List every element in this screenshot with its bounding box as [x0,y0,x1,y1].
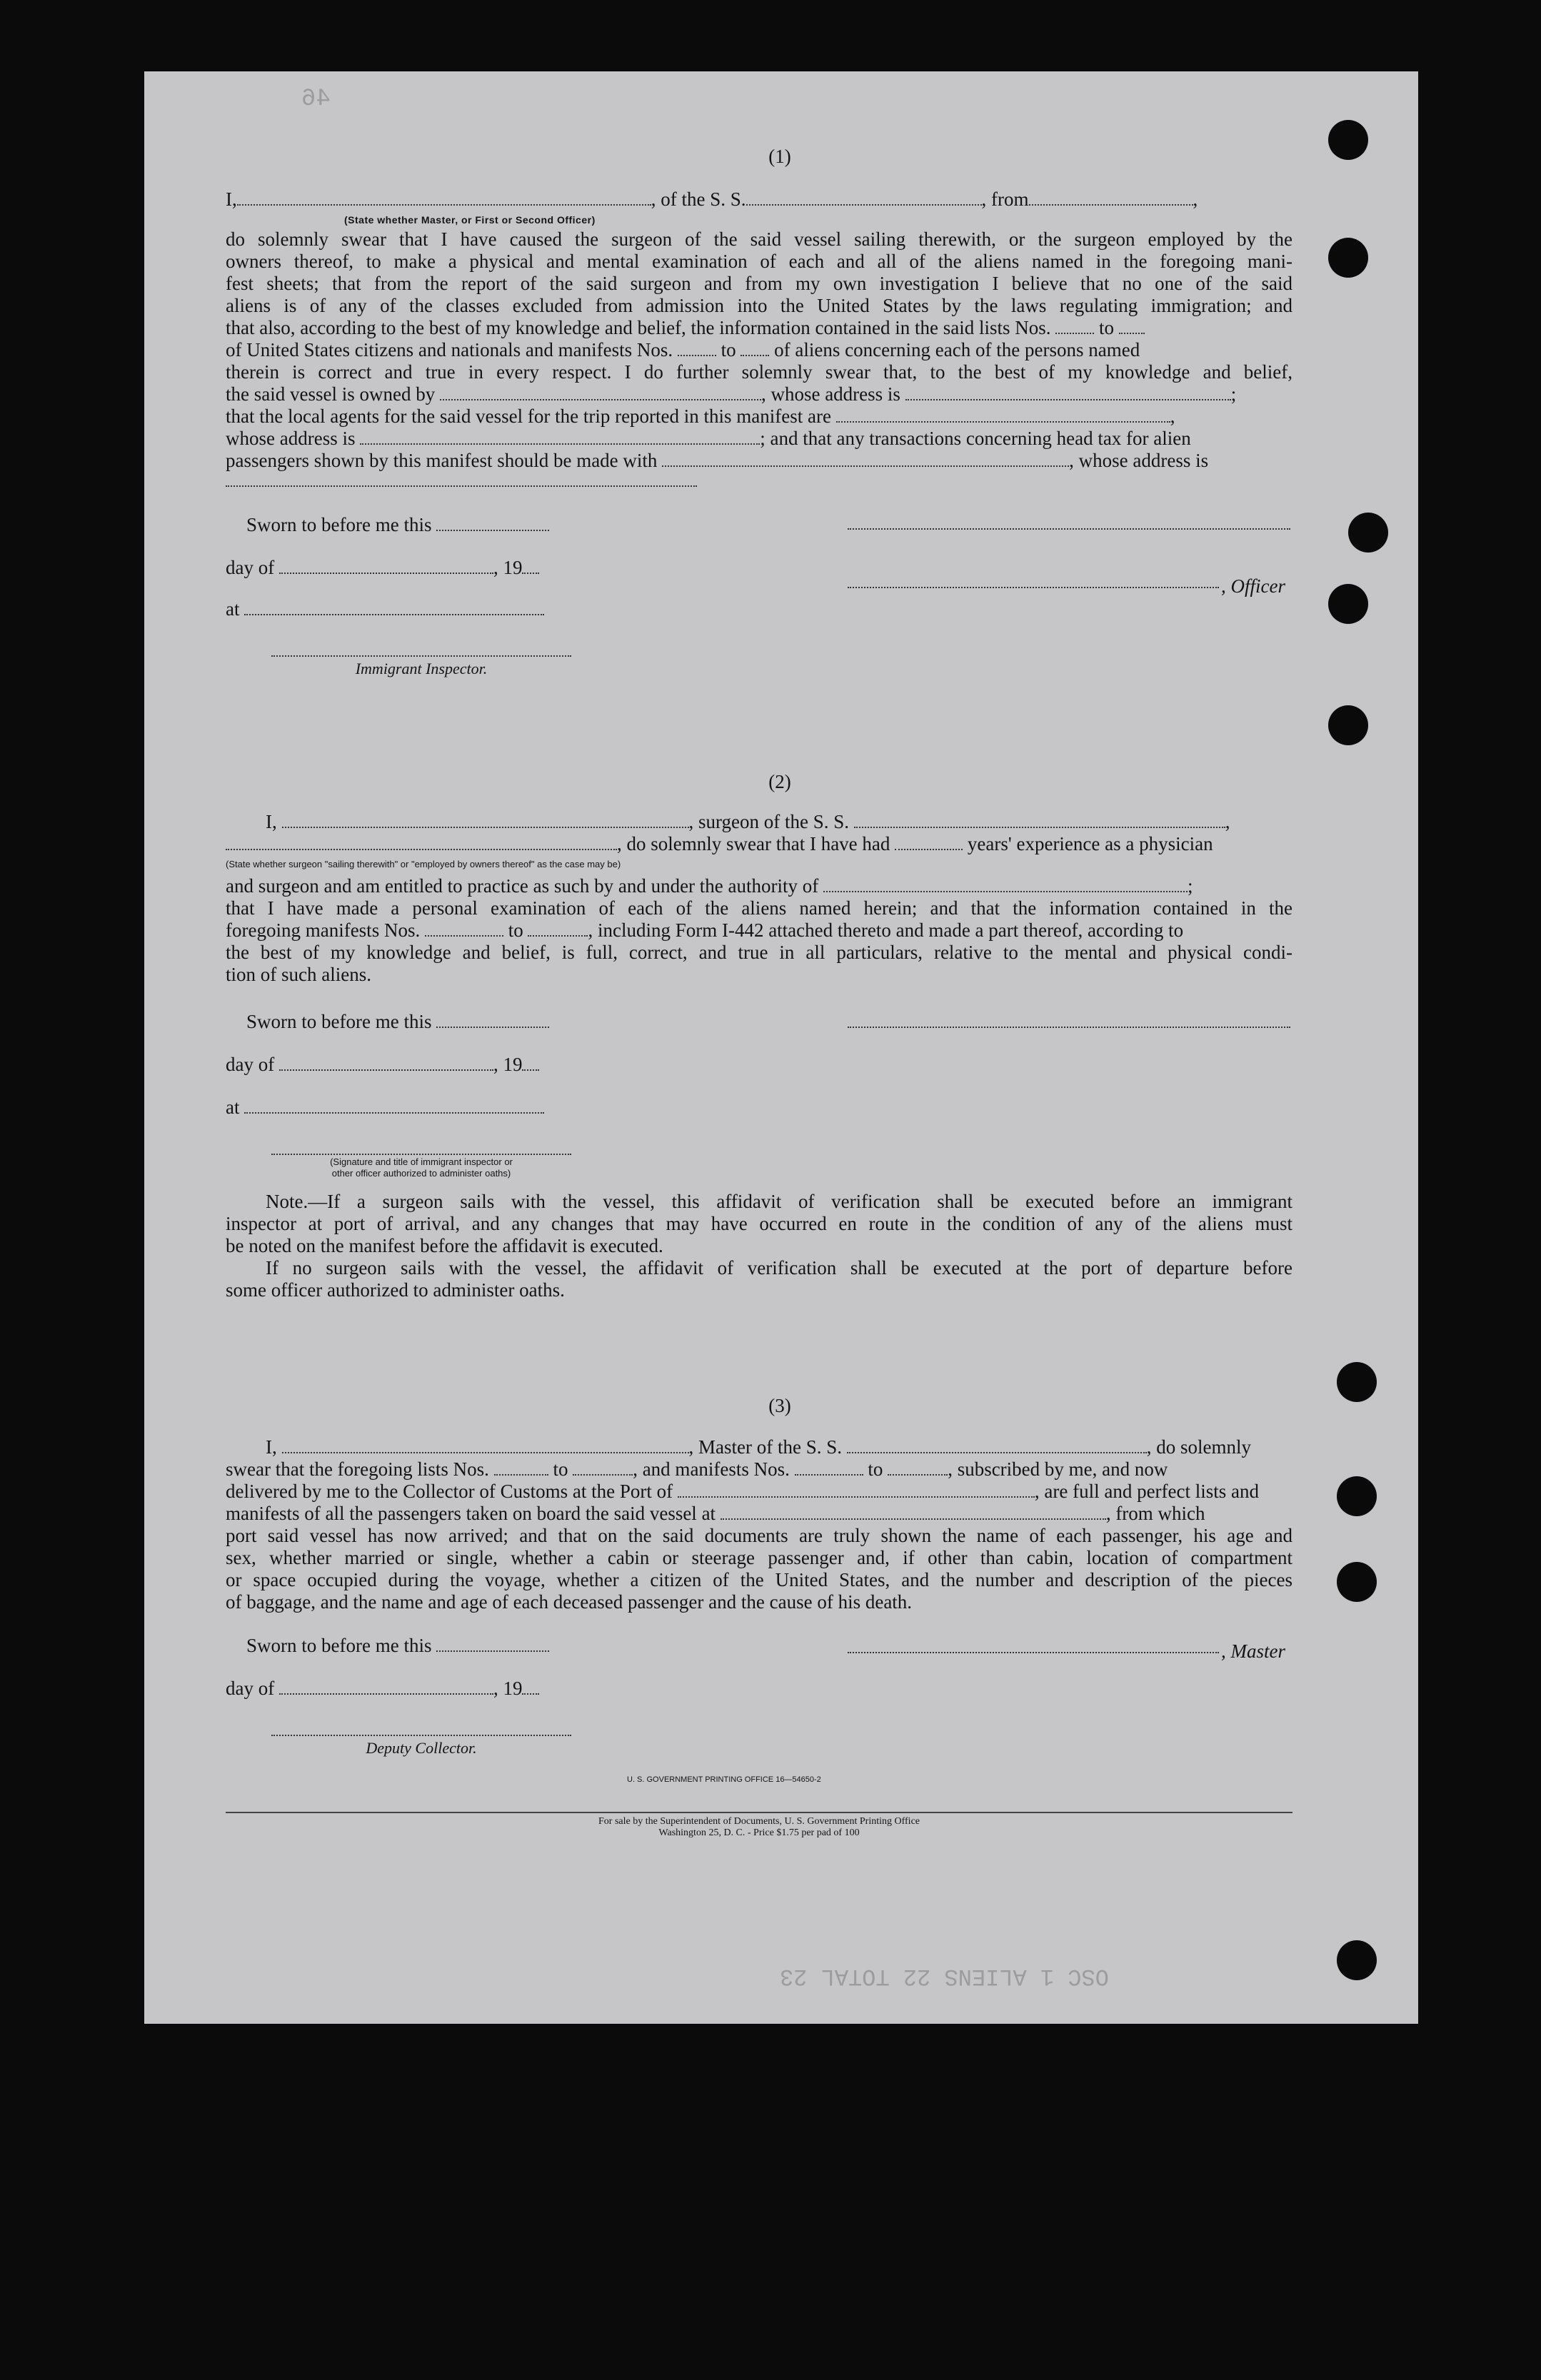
s1-headtax-text: ; and that any transactions concerning head tax for alien [760,428,1191,449]
s1-officer-caption: (State whether Master, or First or Second Officer) [344,214,596,226]
s2-day-text: day of [226,1054,275,1075]
s1-at-text: at [226,598,240,620]
s1-para-line-6 [226,339,1140,360]
s2-para-line-3 [226,919,1183,941]
s3-lists-to: to [553,1458,568,1480]
s2-note-line-1: Note.—If a surgeon sails with the vessel, this affidavit of verification shall be executed before an immigrant [266,1191,1292,1212]
bleed-through-number: 46 [301,86,331,113]
s3-manifests-text: , and manifests Nos. [633,1458,790,1480]
s3-para-line-4: port said vessel has now arrived; and that on the said documents are truly shown the name of each passenger, his age and [226,1525,1292,1546]
s1-agents-address-field[interactable] [360,428,760,445]
binder-hole [1328,238,1368,278]
s1-lists-from-field[interactable] [1055,317,1094,334]
s2-years-field[interactable] [895,833,963,850]
s2-manifests-text: foregoing manifests Nos. [226,919,421,941]
s1-para-line-1: do solemnly swear that I have caused the surgeon of the said vessel sailing therewith, or the surgeon employed by the [226,228,1292,250]
s1-officer-field[interactable] [237,188,651,206]
s3-day-text: day of [226,1678,275,1699]
s2-year-field[interactable] [522,1054,539,1071]
s1-officer-label: , Officer [1221,575,1285,597]
s3-lists-from-field[interactable] [494,1458,548,1476]
s1-para-line-9 [226,405,1175,427]
s3-lists-text: swear that the foregoing lists Nos. [226,1458,489,1480]
binder-hole [1348,513,1388,553]
s1-manifests-to-field[interactable] [741,339,769,356]
s3-para-line-5: sex, whether married or single, whether a cabin or steerage passenger and, if other than cabin, location of compartment [226,1547,1292,1568]
s1-owner-field[interactable] [440,383,761,400]
s2-years-experience: years' experience as a physician [967,833,1213,854]
s3-taken-on-board: manifests of all the passengers taken on board the said vessel at [226,1503,716,1524]
s1-line-1 [226,188,1198,210]
s1-para-line-5 [226,317,1145,338]
s1-year-text: , 19 [493,557,523,578]
s1-semicolon: ; [1230,383,1237,405]
s3-vessel-field[interactable] [847,1436,1147,1453]
s1-lists-to: to [1098,317,1114,338]
s1-lists-to-field[interactable] [1119,317,1145,334]
s3-year-field[interactable] [522,1678,539,1695]
s1-vessel-field[interactable] [746,188,982,206]
s3-day [226,1678,539,1699]
s3-subscribed-text: , subscribed by me, and now [948,1458,1168,1480]
binder-hole [1337,1362,1377,1402]
section-1-heading: (1) [768,146,791,167]
s2-note-line-5: some officer authorized to administer oaths. [226,1279,565,1301]
s3-lists-to-field[interactable] [573,1458,633,1476]
s1-para-line-3: fest sheets; that from the report of the said surgeon and from my own investigation I believe that no one of the said [226,273,1292,294]
s3-l1-i: I, [266,1436,277,1458]
s3-para-line-7: of baggage, and the name and age of each deceased passenger and the cause of his death. [226,1591,913,1613]
s2-sworn-field[interactable] [436,1011,549,1028]
binder-hole [1337,1562,1377,1602]
footer-rule [226,1812,1292,1813]
s2-form-i442-text: , including Form I-442 attached thereto and made a part thereof, according to [588,919,1184,941]
s2-day [226,1054,539,1075]
s2-l1-i: I, [266,811,277,832]
s3-sworn-text: Sworn to before me this [246,1635,432,1656]
s1-para-line-4: aliens is of any of the classes excluded from admission into the United States by the laws regulating immigration; and [226,295,1292,316]
s1-whose-address: , whose address is [761,383,900,405]
s2-sworn-text: Sworn to before me this [246,1011,432,1032]
s1-para-line-8 [226,383,1236,405]
s2-manifests-from-field[interactable] [425,919,503,937]
s2-at [226,1096,544,1118]
binder-hole [1328,705,1368,745]
s1-officer-signature-line[interactable] [848,528,1290,530]
s2-surgeon-of-ss: , surgeon of the S. S. [688,811,850,832]
sale-notice-2: Washington 25, D. C. - Price $1.75 per pad of 100 [658,1827,860,1838]
s1-agents-address: whose address is [226,428,356,449]
s3-manifests-to-field[interactable] [888,1458,948,1476]
s2-inspector-signature-line[interactable] [271,1154,571,1155]
s1-at [226,598,544,620]
s1-sworn [246,514,549,535]
s1-year-field[interactable] [522,557,539,574]
s1-l1-of-ss: , of the S. S. [651,188,746,210]
s1-passengers-text: passengers shown by this manifest should be made with [226,450,658,471]
s3-full-lists-text: , are full and perfect lists and [1034,1481,1260,1502]
binder-hole [1328,120,1368,160]
s1-officer-name-line[interactable] [848,587,1219,588]
s1-para-line-11 [226,450,1208,471]
s3-para-line-2 [226,1481,1259,1502]
s2-line-1 [266,811,1230,832]
sale-notice-1: For sale by the Superintendent of Documents, U. S. Government Printing Office [598,1816,920,1827]
s3-port-field[interactable] [678,1481,1035,1498]
s1-agents-text: that the local agents for the said vessel for the trip reported in this manifest are [226,405,831,427]
s2-sworn [246,1011,549,1032]
s1-sworn-text: Sworn to before me this [246,514,432,535]
s2-para-line-1 [226,875,1193,897]
s2-authority-text: and surgeon and am entitled to practice as such by and under the authority of [226,875,819,897]
s1-at-field[interactable] [244,598,544,615]
s1-day [226,557,539,578]
s1-inspector-label: Immigrant Inspector. [355,660,488,677]
s3-do-solemnly: , do solemnly [1146,1436,1251,1458]
s2-year-text: , 19 [493,1054,523,1075]
s2-surgeon-field[interactable] [282,811,689,828]
section-2-heading: (2) [768,771,791,792]
s1-day-field[interactable] [279,557,493,574]
s1-para-line-10 [226,428,1191,449]
s1-para-line-2: owners thereof, to make a physical and mental examination of each and all of the aliens named in the foregoing mani- [226,251,1292,272]
s3-year-text: , 19 [493,1678,523,1699]
s1-aliens-text: of aliens concerning each of the persons named [774,339,1140,360]
s3-sworn-field[interactable] [436,1635,549,1652]
s1-sworn-field[interactable] [436,514,549,531]
s2-authority-semicolon: ; [1188,875,1193,897]
s2-note-line-4: If no surgeon sails with the vessel, the affidavit of verification shall be executed at the port of departure before [266,1257,1292,1279]
s3-para-line-3 [226,1503,1205,1524]
s3-master-field[interactable] [282,1436,689,1453]
s2-note-line-3: be noted on the manifest before the affidavit is executed. [226,1235,663,1256]
s1-owner-address-field[interactable] [905,383,1231,400]
s3-collector-label: Deputy Collector. [366,1739,477,1757]
s2-vessel-field[interactable] [854,811,1225,828]
s2-solemnly-swear: , do solemnly swear that I have had [617,833,890,854]
s1-from-field[interactable] [1029,188,1193,206]
s2-line-2 [226,833,1213,854]
s2-para-line-5: tion of such aliens. [226,964,371,985]
s1-para-line-7: therein is correct and true in every respect. I do further solemnly swear that, to the best of my knowledge and belief, [226,361,1292,383]
s1-agents-comma: , [1170,405,1175,427]
s1-headtax-party-field[interactable] [662,450,1069,467]
gpo-imprint: U. S. GOVERNMENT PRINTING OFFICE 16—54650-2 [627,1775,821,1784]
s2-day-field[interactable] [279,1054,493,1071]
s3-boarding-port-field[interactable] [721,1503,1106,1520]
s1-l1-comma: , [1193,188,1198,210]
s3-para-line-1 [226,1458,1168,1480]
s2-sailing-field[interactable] [226,833,617,850]
s2-para-line-4: the best of my knowledge and belief, is full, correct, and true in all particulars, relative to the mental and physical condi- [226,942,1292,963]
s2-sig-caption-1: (Signature and title of immigrant inspector or [330,1156,513,1167]
s1-l1-from: , from [981,188,1029,210]
s1-headtax-address-line[interactable] [226,485,697,487]
s2-at-text: at [226,1096,240,1118]
section-3-heading: (3) [768,1395,791,1416]
s3-line-1 [266,1436,1251,1458]
s2-at-field[interactable] [244,1096,544,1114]
s1-lists-text: that also, according to the best of my knowledge and belief, the information contained in the said lists Nos. [226,317,1051,338]
s1-day-text: day of [226,557,275,578]
s3-collector-signature-line[interactable] [271,1735,571,1736]
s3-master-signature-line[interactable] [848,1652,1219,1653]
s2-sailing-caption: (State whether surgeon "sailing therewith" or "employed by owners thereof" as the case may be) [226,859,621,869]
s2-sig-caption-2: other officer authorized to administer oaths) [331,1168,511,1179]
s2-note-line-2: inspector at port of arrival, and any changes that may have occurred en route in the condition of any of the aliens must [226,1213,1292,1234]
s3-collector-text: delivered by me to the Collector of Customs at the Port of [226,1481,673,1502]
binder-hole [1328,584,1368,624]
s3-master-label: , Master [1221,1640,1285,1662]
s2-l1-comma: , [1225,811,1230,832]
s3-master-of-ss: , Master of the S. S. [688,1436,842,1458]
binder-hole [1337,1476,1377,1516]
s1-agents-field[interactable] [836,405,1170,423]
s1-manifests-text: of United States citizens and nationals and manifests Nos. [226,339,673,360]
s3-manifests-from-field[interactable] [795,1458,863,1476]
bleed-through-bottom: OSC 1 ALIENS 22 TOTAL 23 [780,1963,1109,1990]
s2-surgeon-signature-line[interactable] [848,1027,1290,1028]
s3-manifests-to: to [868,1458,883,1480]
s2-para-line-2: that I have made a personal examination of each of the aliens named herein; and that the information contained in the [226,897,1292,919]
s1-l1-i: I, [226,188,237,210]
s3-day-field[interactable] [279,1678,493,1695]
s1-inspector-signature-line[interactable] [271,655,571,657]
s3-para-line-6: or space occupied during the voyage, whether a citizen of the United States, and the number and description of the pieces [226,1569,1292,1590]
form-sheet [144,71,1418,2024]
s2-manifests-to-field[interactable] [528,919,588,937]
s3-sworn [246,1635,549,1656]
s1-manifests-to: to [721,339,736,360]
s1-headtax-address-label: , whose address is [1069,450,1209,471]
s3-from-which: , from which [1105,1503,1205,1524]
s1-owned-by: the said vessel is owned by [226,383,436,405]
s1-manifests-from-field[interactable] [678,339,716,356]
s2-manifests-to: to [508,919,523,941]
s2-authority-field[interactable] [823,875,1188,892]
binder-hole [1337,1940,1377,1980]
